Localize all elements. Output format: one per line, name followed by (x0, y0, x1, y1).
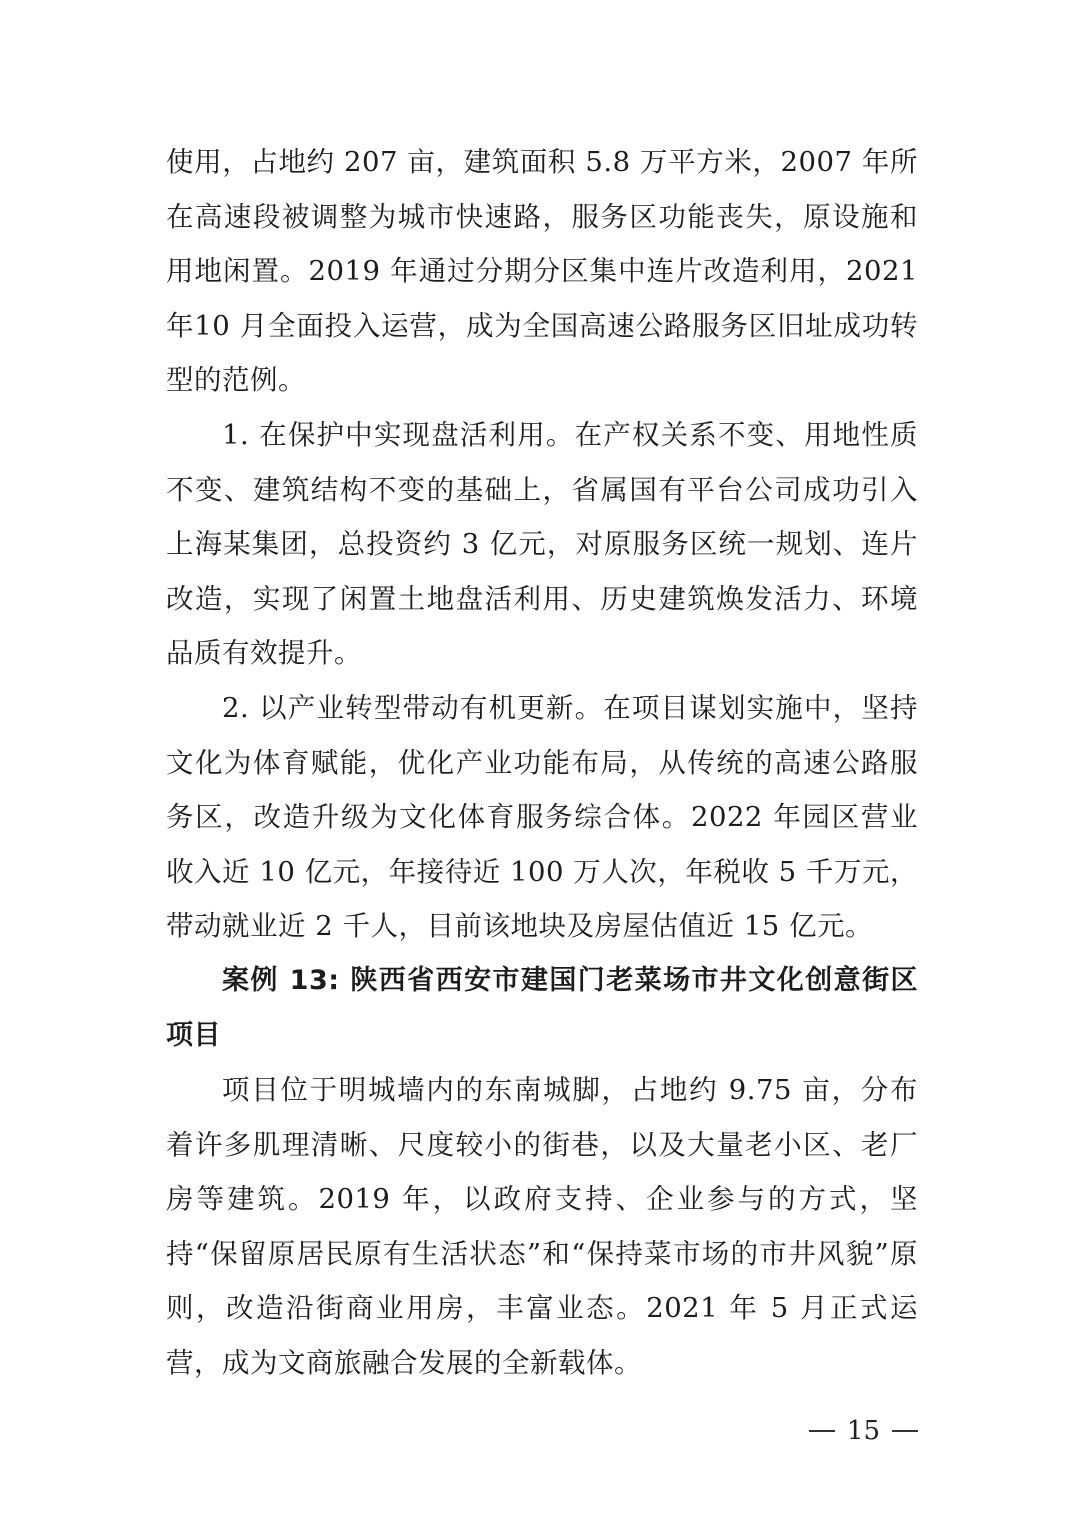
footer-right-dash (892, 1430, 918, 1432)
page-footer (809, 1416, 918, 1446)
paragraph-point-1: 1. 在保护中实现盘活利用。在产权关系不变、用地性质不变、建筑结构不变的基础上，省属国有平台公司成功引入上海某集团，总投资约 3 亿元，对原服务区统一规划、连片改造，实现了闲置土地盘活利用、历史建筑焕发活力、环境品质有效提升。 (166, 418, 918, 670)
paragraph-case-13-description: 项目位于明城墙内的东南城脚，占地约 9.75 亩，分布着许多肌理清晰、尺度较小的街巷，以及大量老小区、老厂房等建筑。2019 年，以政府支持、企业参与的方式，坚持“保留原居民原有生活状态”和“保持菜市场的市井风貌”原则，改造沿街商业用房，丰富业态。2021 年 5 月正式运营，成为文商旅融合发展的全新载体。 (166, 1074, 918, 1380)
case-13-heading: 案例 13: 陕西省西安市建国门老菜场市井文化创意街区项目 (166, 964, 918, 1051)
paragraph-continuation: 使用，占地约 207 亩，建筑面积 5.8 万平方米，2007 年所在高速段被调整为城市快速路，服务区功能丧失，原设施和用地闲置。2019 年通过分期分区集中连片改造利用，2021 年10 月全面投入运营，成为全国高速公路服务区旧址成功转型的范例。 (166, 146, 918, 397)
footer-left-dash (809, 1430, 835, 1432)
document-body (166, 135, 918, 1391)
page-number: 15 (846, 1416, 880, 1446)
paragraph-point-2: 2. 以产业转型带动有机更新。在项目谋划实施中，坚持文化为体育赋能，优化产业功能布局，从传统的高速公路服务区，改造升级为文化体育服务综合体。2022 年园区营业收入近 10 亿元，年接待近 100 万人次，年税收 5 千万元，带动就业近 2 千人，目前该地块及房屋估值近 15 亿元。 (166, 691, 918, 943)
